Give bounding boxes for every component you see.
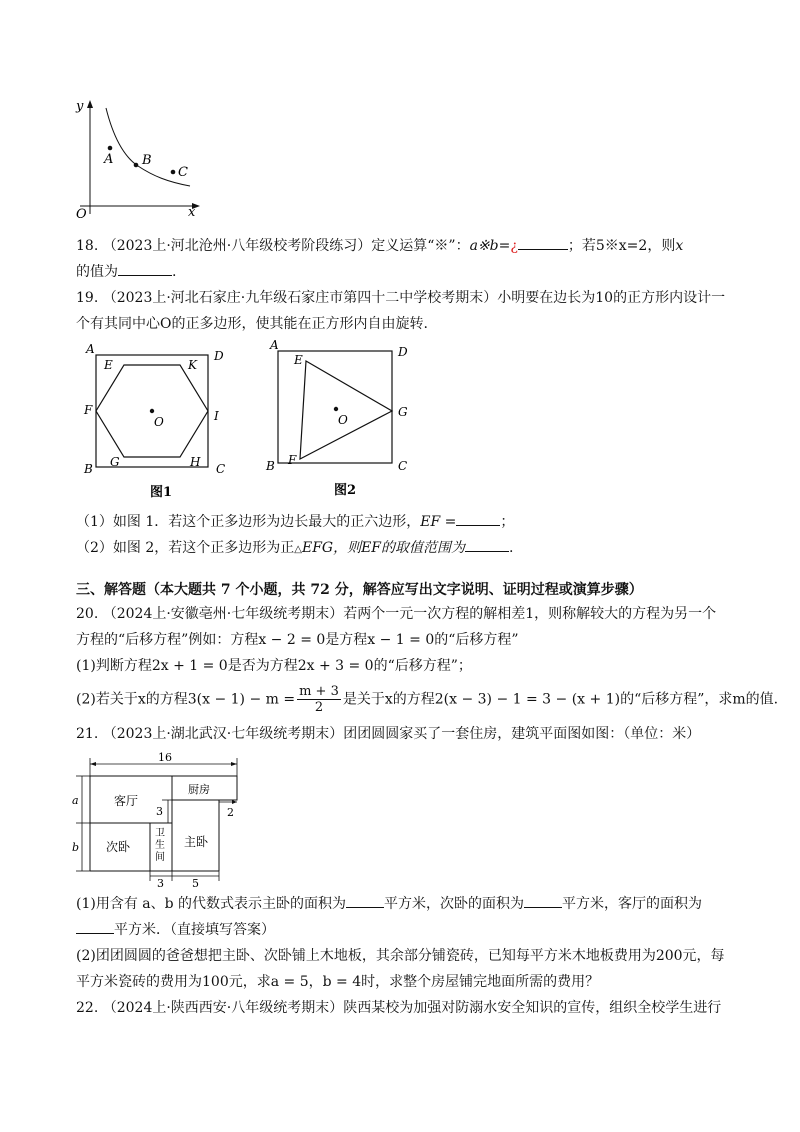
q20-part2-rest: 是关于x的方程2(x − 3) − 1 = 3 − (x + 1)的“后移方程”，求m的值. <box>342 691 779 708</box>
q19-part1 <box>76 512 514 532</box>
q19-part2 <box>76 538 513 560</box>
q19-number: 19. <box>76 290 99 306</box>
fig1-label-b: B <box>84 462 93 476</box>
fig1-label-k: K <box>188 358 197 372</box>
q21-source: （2023上·湖北武汉·七年级统考期末） <box>102 726 344 742</box>
q20-number: 20. <box>76 606 99 622</box>
dim-3v-label: 3 <box>156 805 163 818</box>
q20-line1 <box>76 604 716 624</box>
q19-part2-range: EFG，则EF的取值范围为 <box>301 540 466 556</box>
label-c: C <box>178 165 188 180</box>
fig2-label-d: D <box>398 345 408 359</box>
fig1-label-h: H <box>190 455 201 469</box>
dim-b-label: b <box>72 841 80 854</box>
label-a: A <box>104 152 114 167</box>
section-3-heading: 三、解答题（本大题共 7 个小题，共 72 分，解答应写出文字说明、证明过程或演算步骤） <box>76 582 643 598</box>
label-o: O <box>76 207 87 221</box>
fig1-label-g: G <box>110 455 120 469</box>
dim-5-label: 5 <box>192 877 199 888</box>
fig1-label-o: O <box>154 415 164 429</box>
q18-glyph: ¿ <box>510 238 518 254</box>
q22-text1: 陕西某校为加强对防溺水安全知识的宣传，组织全校学生进行 <box>343 1000 722 1016</box>
dim-a-label: a <box>72 794 79 807</box>
q20-frac-num: m + 3 <box>299 684 339 699</box>
q19-part1-end: ； <box>500 514 515 530</box>
dim-16-arrow-left <box>90 762 96 766</box>
floor-plan <box>72 748 252 888</box>
fig2-label-g: G <box>398 405 408 419</box>
q22-source: （2024上·陕西西安·八年级统考期末） <box>102 1000 344 1016</box>
fig1-label-i: I <box>214 409 219 423</box>
fig2-label-f: F <box>288 453 297 467</box>
fig2-label-e: E <box>294 353 303 367</box>
dim-2-label: 2 <box>227 806 234 819</box>
q21-part1d: 平方米．（直接填写答案） <box>114 922 275 938</box>
q21-part2-line1 <box>76 946 725 966</box>
q22-number: 22. <box>76 1000 99 1016</box>
q18-line2 <box>76 262 176 282</box>
q18-blank-1 <box>518 249 568 250</box>
q18-var: x <box>675 238 684 254</box>
fig1-label-a: A <box>86 342 95 356</box>
q21-part1a: (1)用含有 a、b 的代数式表示主卧的面积为 <box>76 896 347 912</box>
fig2-square <box>278 351 392 463</box>
q21-text1: 团团圆圆家买了一套住房，建筑平面图如图：（单位：米） <box>343 726 701 742</box>
fig1-label-e: E <box>104 358 113 372</box>
label-master: 主卧 <box>184 835 209 849</box>
dim-2-arrow <box>232 800 237 804</box>
q19-part1-ef: EF = <box>420 514 457 530</box>
q21-part2a: (2)团团圆圆的爸爸想把主卧、次卧铺上木地板，其余部分铺瓷砖，已知每平方米木地板费用为200元，每 <box>76 948 725 964</box>
dim-16-arrow-right <box>231 762 237 766</box>
q21-blank-3 <box>76 933 114 934</box>
q19-line2 <box>76 314 428 334</box>
figure-1 <box>82 340 242 502</box>
q19-part2-text: （2）如图 2，若这个正多边形为正 <box>76 540 295 556</box>
q20-line2: 方程的“后移方程”例如：方程x − 2 = 0是方程x − 1 = 0的“后移方程” <box>76 632 519 648</box>
q19-line2: 个有其同中心O的正多边形，使其能在正方形内自由旋转. <box>76 316 428 332</box>
dim-3h-label: 3 <box>157 877 164 888</box>
fig1-label-c: C <box>216 462 226 476</box>
q21-blank-2 <box>524 907 562 908</box>
q19-blank-1 <box>456 525 500 526</box>
q20-part1: (1)判断方程2x + 1 = 0是否为方程2x + 3 = 0的“后移方程”； <box>76 658 472 674</box>
fig2-caption: 图2 <box>334 483 357 498</box>
dim-16-label: 16 <box>158 751 172 764</box>
label-bath-2: 生 <box>155 840 165 851</box>
q21-blank-1 <box>346 907 384 908</box>
q19-part2-end: . <box>509 540 514 556</box>
q19-part1-text: （1）如图 1．若这个正多边形为边长最大的正六边形， <box>76 514 421 530</box>
q18-line2a: 的值为 <box>76 264 118 280</box>
q18-text2: ；若5※x=2，则 <box>567 238 676 254</box>
q18-blank-2 <box>118 275 172 276</box>
q20-part1 <box>76 656 472 676</box>
fig2-label-a: A <box>270 338 279 352</box>
fig1-label-d: D <box>214 349 224 363</box>
figure-2 <box>264 336 424 498</box>
label-second-bed: 次卧 <box>106 840 131 854</box>
q19-text1: 小明要在边长为10的正方形内设计一 <box>497 290 726 306</box>
q21-line1 <box>76 724 700 744</box>
q20-line2 <box>76 630 519 650</box>
q21-number: 21. <box>76 726 99 742</box>
q19-source: （2023上·河北石家庄·九年级石家庄市第四十二中学校考期末） <box>102 290 498 306</box>
triangle-icon: △ <box>294 544 302 555</box>
q20-source: （2024上·安徽亳州·七年级统考期末） <box>102 606 344 622</box>
q21-part2b: 平方米瓷砖的费用为100元，求a = 5，b = 4时，求整个房屋铺完地面所需的费用？ <box>76 974 600 990</box>
q20-fraction <box>297 684 341 715</box>
graph-figure <box>68 96 208 221</box>
fig1-caption: 图1 <box>150 485 173 500</box>
q19-line1 <box>76 288 725 308</box>
q20-part2 <box>76 684 778 715</box>
q21-part1c: 平方米，客厅的面积为 <box>562 896 703 912</box>
q20-part2-text: (2)若关于x的方程3(x − 1) − m = <box>76 691 296 708</box>
q21-part2-line2 <box>76 972 599 992</box>
fig2-triangle <box>300 361 392 459</box>
q20-text1: 若两个一元一次方程的解相差1，则称解较大的方程为另一个 <box>343 606 717 622</box>
label-bath-3: 间 <box>155 852 165 863</box>
fig1-label-f: F <box>84 403 93 417</box>
q20-frac-den: 2 <box>314 700 324 715</box>
q22-line1 <box>76 998 721 1018</box>
label-x: x <box>188 205 196 220</box>
label-b: B <box>142 153 152 168</box>
q21-part1-line1 <box>76 894 702 914</box>
q18-line2b: . <box>172 264 177 280</box>
label-bath-1: 卫 <box>155 828 165 839</box>
q18-expr: a※b= <box>469 238 511 254</box>
q18-line1 <box>76 236 683 256</box>
label-y: y <box>76 99 84 114</box>
y-arrow <box>87 100 93 108</box>
plan-outer <box>90 776 237 800</box>
label-living: 客厅 <box>114 794 139 808</box>
q18-text1: 定义运算“※”： <box>371 238 470 254</box>
fig2-label-b: B <box>266 459 275 473</box>
fig1-center <box>150 409 154 413</box>
label-kitchen: 厨房 <box>188 783 210 796</box>
point-c <box>171 170 176 175</box>
point-b <box>134 163 139 168</box>
q18-number: 18. <box>76 238 99 254</box>
q18-source: （2023上·河北沧州·八年级校考阶段练习） <box>102 238 372 254</box>
q21-part1b: 平方米，次卧的面积为 <box>384 896 525 912</box>
q21-part1-line2 <box>76 920 275 940</box>
q19-blank-2 <box>465 551 509 552</box>
fig2-center <box>334 407 338 411</box>
point-a <box>108 146 113 151</box>
fig2-label-o: O <box>338 413 348 427</box>
fig2-label-c: C <box>398 459 408 473</box>
